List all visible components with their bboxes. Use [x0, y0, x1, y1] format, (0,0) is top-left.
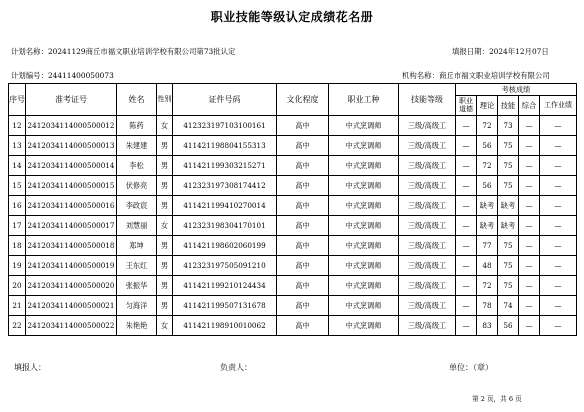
cell-level: 三级/高级工	[399, 176, 456, 196]
cell-education: 高中	[277, 196, 329, 216]
cell-occupation: 中式烹调师	[329, 156, 399, 176]
cell-occupation: 中式烹调师	[329, 236, 399, 256]
cell-exam-no: 2412034114000500021	[26, 296, 117, 316]
cell-occupation: 中式烹调师	[329, 196, 399, 216]
cell-gender: 女	[157, 116, 173, 136]
cell-id-no: 412323197308174412	[173, 176, 277, 196]
cell-work-result: —	[540, 156, 577, 176]
header-skill: 技能	[498, 96, 519, 116]
cell-comprehensive: —	[519, 296, 540, 316]
cell-education: 高中	[277, 256, 329, 276]
cell-name: 朱建建	[117, 136, 157, 156]
cell-theory: 78	[477, 296, 498, 316]
cell-skill: 75	[498, 256, 519, 276]
cell-occupation: 中式烹调师	[329, 216, 399, 236]
cell-seq: 19	[9, 256, 26, 276]
cell-skill: 56	[498, 316, 519, 336]
cell-level: 三级/高级工	[399, 156, 456, 176]
cell-ethics: —	[456, 176, 477, 196]
cell-seq: 22	[9, 316, 26, 336]
cell-comprehensive: —	[519, 276, 540, 296]
cell-level: 三级/高级工	[399, 116, 456, 136]
cell-ethics: —	[456, 276, 477, 296]
cell-skill: 75	[498, 136, 519, 156]
cell-work-result: —	[540, 136, 577, 156]
cell-seq: 15	[9, 176, 26, 196]
cell-name: 张振华	[117, 276, 157, 296]
header-level: 技能等级	[399, 84, 456, 116]
cell-education: 高中	[277, 236, 329, 256]
cell-skill: 75	[498, 156, 519, 176]
cell-occupation: 中式烹调师	[329, 296, 399, 316]
cell-ethics: —	[456, 116, 477, 136]
table-row	[9, 316, 577, 336]
table-row	[9, 276, 577, 296]
cell-name: 李松	[117, 156, 157, 176]
cell-exam-no: 2412034114000500019	[26, 256, 117, 276]
cell-skill: 74	[498, 296, 519, 316]
cell-comprehensive: —	[519, 136, 540, 156]
unit-seal-label: 单位：（章）	[449, 363, 493, 372]
cell-comprehensive: —	[519, 176, 540, 196]
header-seq: 序号	[9, 84, 26, 116]
filler-label: 填报人：	[14, 363, 46, 372]
cell-occupation: 中式烹调师	[329, 316, 399, 336]
cell-gender: 男	[157, 276, 173, 296]
cell-skill: 75	[498, 276, 519, 296]
cell-gender: 男	[157, 176, 173, 196]
cell-theory: 56	[477, 176, 498, 196]
cell-work-result: —	[540, 116, 577, 136]
cell-education: 高中	[277, 316, 329, 336]
cell-level: 三级/高级工	[399, 296, 456, 316]
score-roster-body	[9, 116, 577, 336]
cell-level: 三级/高级工	[399, 136, 456, 156]
cell-theory: 72	[477, 276, 498, 296]
cell-ethics: —	[456, 296, 477, 316]
cell-name: 匀海洋	[117, 296, 157, 316]
cell-ethics: —	[456, 216, 477, 236]
cell-comprehensive: —	[519, 196, 540, 216]
cell-seq: 12	[9, 116, 26, 136]
cell-level: 三级/高级工	[399, 256, 456, 276]
cell-level: 三级/高级工	[399, 216, 456, 236]
cell-education: 高中	[277, 176, 329, 196]
cell-occupation: 中式烹调师	[329, 116, 399, 136]
cell-education: 高中	[277, 136, 329, 156]
cell-education: 高中	[277, 276, 329, 296]
table-row	[9, 236, 577, 256]
cell-exam-no: 2412034114000500016	[26, 196, 117, 216]
cell-name: 朱艳艳	[117, 316, 157, 336]
header-comprehensive: 综合	[519, 96, 540, 116]
cell-theory: 缺考	[477, 216, 498, 236]
cell-id-no: 412323197505091210	[173, 256, 277, 276]
cell-id-no: 412323197103100161	[173, 116, 277, 136]
cell-id-no: 411421198804155313	[173, 136, 277, 156]
cell-work-result: —	[540, 316, 577, 336]
cell-occupation: 中式烹调师	[329, 256, 399, 276]
cell-work-result: —	[540, 216, 577, 236]
cell-exam-no: 2412034114000500018	[26, 236, 117, 256]
cell-ethics: —	[456, 316, 477, 336]
cell-name: 李政宸	[117, 196, 157, 216]
cell-ethics: —	[456, 136, 477, 156]
cell-gender: 男	[157, 136, 173, 156]
cell-name: 王东红	[117, 256, 157, 276]
header-occupation: 职业工种	[329, 84, 399, 116]
cell-theory: 缺考	[477, 196, 498, 216]
plan-name: 计划名称：20241129商丘市福文职业培训学校有限公司第73批认定	[11, 47, 236, 56]
cell-comprehensive: —	[519, 216, 540, 236]
cell-comprehensive: —	[519, 156, 540, 176]
cell-name: 陈药	[117, 116, 157, 136]
cell-exam-no: 2412034114000500014	[26, 156, 117, 176]
cell-exam-no: 2412034114000500017	[26, 216, 117, 236]
cell-gender: 女	[157, 216, 173, 236]
header-name: 姓名	[117, 84, 157, 116]
header-scores: 考核成绩	[456, 84, 577, 96]
cell-comprehensive: —	[519, 236, 540, 256]
responsible-label: 负责人：	[220, 363, 252, 372]
cell-id-no: 411421199303215271	[173, 156, 277, 176]
plan-number: 计划编号：24411400050073	[11, 71, 114, 80]
page-indicator: 第 2 页，共 6 页	[472, 395, 522, 403]
cell-level: 三级/高级工	[399, 236, 456, 256]
cell-theory: 72	[477, 116, 498, 136]
cell-theory: 72	[477, 156, 498, 176]
cell-education: 高中	[277, 296, 329, 316]
cell-id-no: 411421199507131678	[173, 296, 277, 316]
cell-exam-no: 2412034114000500015	[26, 176, 117, 196]
cell-occupation: 中式烹调师	[329, 176, 399, 196]
cell-work-result: —	[540, 276, 577, 296]
cell-exam-no: 2412034114000500022	[26, 316, 117, 336]
cell-work-result: —	[540, 296, 577, 316]
table-row	[9, 176, 577, 196]
cell-comprehensive: —	[519, 256, 540, 276]
cell-comprehensive: —	[519, 316, 540, 336]
cell-seq: 17	[9, 216, 26, 236]
cell-name: 刘慧丽	[117, 216, 157, 236]
cell-exam-no: 2412034114000500020	[26, 276, 117, 296]
cell-work-result: —	[540, 256, 577, 276]
cell-ethics: —	[456, 156, 477, 176]
cell-gender: 女	[157, 316, 173, 336]
cell-occupation: 中式烹调师	[329, 276, 399, 296]
header-theory: 理论	[477, 96, 498, 116]
cell-theory: 48	[477, 256, 498, 276]
cell-work-result: —	[540, 176, 577, 196]
table-row	[9, 156, 577, 176]
cell-id-no: 412323198304170101	[173, 216, 277, 236]
table-row	[9, 196, 577, 216]
cell-theory: 56	[477, 136, 498, 156]
cell-occupation: 中式烹调师	[329, 136, 399, 156]
document-title: 职业技能等级认定成绩花名册	[210, 10, 374, 24]
cell-exam-no: 2412034114000500013	[26, 136, 117, 156]
cell-gender: 男	[157, 236, 173, 256]
cell-skill: 73	[498, 116, 519, 136]
cell-gender: 男	[157, 156, 173, 176]
cell-comprehensive: —	[519, 116, 540, 136]
cell-ethics: —	[456, 236, 477, 256]
table-row	[9, 296, 577, 316]
cell-ethics: —	[456, 196, 477, 216]
cell-id-no: 411421198910010062	[173, 316, 277, 336]
cell-skill: 缺考	[498, 196, 519, 216]
organization-name: 机构名称：商丘市福文职业培训学校有限公司	[402, 71, 550, 80]
table-row	[9, 256, 577, 276]
cell-education: 高中	[277, 216, 329, 236]
cell-name: 郑坤	[117, 236, 157, 256]
cell-skill: 缺考	[498, 216, 519, 236]
cell-id-no: 411421199410270014	[173, 196, 277, 216]
cell-gender: 男	[157, 196, 173, 216]
cell-level: 三级/高级工	[399, 196, 456, 216]
cell-seq: 20	[9, 276, 26, 296]
header-exam-no: 准考证号	[26, 84, 117, 116]
cell-seq: 14	[9, 156, 26, 176]
cell-theory: 77	[477, 236, 498, 256]
cell-gender: 男	[157, 296, 173, 316]
header-education: 文化程度	[277, 84, 329, 116]
cell-id-no: 411421198602060199	[173, 236, 277, 256]
cell-education: 高中	[277, 116, 329, 136]
cell-ethics: —	[456, 256, 477, 276]
cell-seq: 13	[9, 136, 26, 156]
header-ethics: 职业道德	[456, 96, 477, 116]
cell-work-result: —	[540, 236, 577, 256]
cell-name: 伏修亮	[117, 176, 157, 196]
header-gender: 性别	[157, 84, 173, 116]
table-row	[9, 216, 577, 236]
cell-exam-no: 2412034114000500012	[26, 116, 117, 136]
table-row	[9, 116, 577, 136]
fill-date: 填报日期：2024年12月07日	[452, 47, 549, 56]
cell-skill: 75	[498, 236, 519, 256]
cell-theory: 83	[477, 316, 498, 336]
header-id-no: 证件号码	[173, 84, 277, 116]
cell-work-result: —	[540, 196, 577, 216]
score-roster-table	[8, 83, 577, 336]
cell-level: 三级/高级工	[399, 316, 456, 336]
cell-level: 三级/高级工	[399, 276, 456, 296]
table-row	[9, 136, 577, 156]
cell-education: 高中	[277, 156, 329, 176]
cell-id-no: 411421199210124434	[173, 276, 277, 296]
cell-seq: 16	[9, 196, 26, 216]
header-work-result: 工作业绩	[540, 96, 577, 116]
cell-seq: 18	[9, 236, 26, 256]
cell-seq: 21	[9, 296, 26, 316]
cell-skill: 75	[498, 176, 519, 196]
cell-gender: 男	[157, 256, 173, 276]
